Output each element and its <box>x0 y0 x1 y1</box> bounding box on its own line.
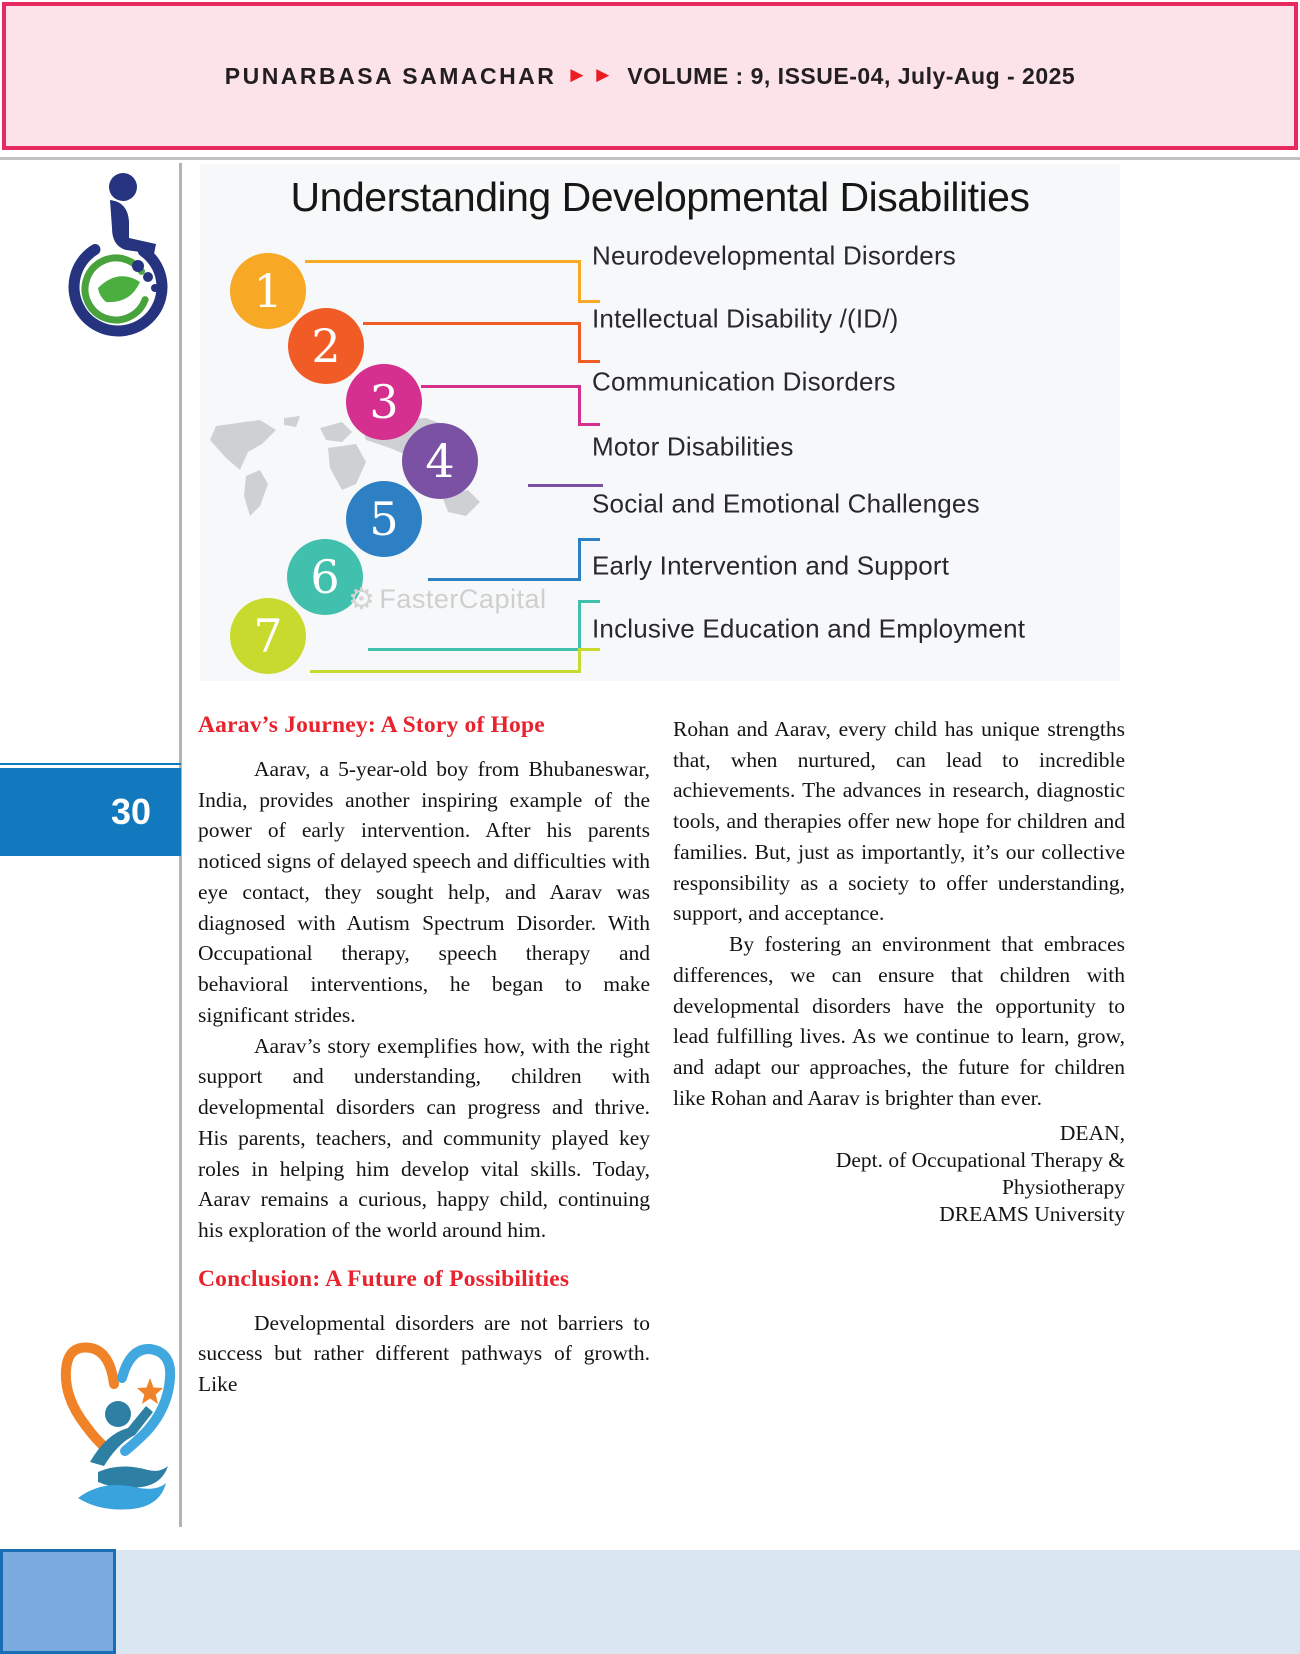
horizontal-divider <box>0 157 1300 160</box>
signature-line-university: DREAMS University <box>939 1201 1125 1226</box>
step-circle-6: 6 <box>287 539 363 615</box>
signature-line-dept: Dept. of Occupational Therapy & <box>835 1147 1125 1172</box>
connector-line <box>578 260 581 300</box>
article-column-right <box>673 714 1125 1228</box>
connector-line <box>578 538 581 578</box>
connector-line <box>421 385 581 388</box>
step-circle-5: 5 <box>346 481 422 557</box>
step-circle-1: 1 <box>230 253 306 329</box>
paragraph-conclusion-start: Developmental disorders are not barriers to success but rather different pathways of growth. Like <box>198 1310 650 1397</box>
step-circle-7: 7 <box>230 598 306 674</box>
step-label-1: Neurodevelopmental Disorders <box>592 240 957 271</box>
step-circle-2: 2 <box>288 308 364 384</box>
paragraph-aarav-2: Aarav’s story exemplifies how, with the right support and understanding, children with developmental disorders can progress and thrive. His parents, teachers, and community played key roles in helping him develop vital skills. Today, Aarav remains a curious, happy child, continuing his exploration of the world around him. <box>198 1033 650 1243</box>
connector-line <box>578 423 600 426</box>
connector-line <box>305 260 581 263</box>
step-label-6: Early Intervention and Support <box>592 550 950 581</box>
watermark <box>348 582 546 617</box>
infographic-panel <box>200 164 1120 681</box>
paragraph-conclusion-cont: Rohan and Aarav, every child has unique strengths that, when nurtured, can lead to incredible achievements. The advances in research, diagnostic tools, and therapies offer new hope for children and families. But, just as importantly, it’s our collective responsibility as a society to offer understanding, support, and acceptance. <box>673 717 1125 926</box>
connector-line <box>578 360 600 363</box>
connector-line <box>578 600 600 603</box>
step-label-7: Inclusive Education and Employment <box>592 613 1026 644</box>
paragraph-aarav-1: Aarav, a 5-year-old boy from Bhubaneswar, India, provides another inspiring example of the power of early intervention. After his parents noticed signs of delayed speech and difficulties with eye contact, they sought help, and Aarav was diagnosed with Autism Spectrum Disorder. With Occupational therapy, speech therapy and behavioral interventions, he began to make significant strides. <box>198 757 650 1027</box>
article-column-left <box>198 712 650 1400</box>
connector-line <box>368 648 581 651</box>
connector-line <box>578 648 581 670</box>
footer-band <box>0 1550 1300 1654</box>
footer-corner-square <box>0 1549 116 1654</box>
section-heading-aarav: Aarav’s Journey: A Story of Hope <box>198 712 545 738</box>
paragraph-fostering: By fostering an environment that embraces differences, we can ensure that children with developmental disorders have the opportunity to lead fulfilling lives. As we continue to learn, grow, and adapt our approaches, the future for children like Rohan and Aarav is brighter than ever. <box>673 932 1125 1110</box>
connector-line <box>578 385 581 423</box>
gear-icon: ⚙ <box>348 583 376 616</box>
connector-line <box>578 538 600 541</box>
watermark-text: FasterCapital <box>379 584 547 614</box>
signature-block <box>673 1120 1125 1228</box>
step-circle-3: 3 <box>346 364 422 440</box>
section-heading-conclusion: Conclusion: A Future of Possibilities <box>198 1265 570 1292</box>
step-label-2: Intellectual Disability /(ID/) <box>592 303 899 334</box>
signature-line-physio: Physiotherapy <box>1001 1174 1125 1199</box>
rehabilitation-wheelchair-logo <box>68 170 168 343</box>
connector-line <box>310 670 581 673</box>
connector-line <box>578 322 581 360</box>
page-number-accent-line <box>0 763 181 765</box>
wheelchair-logo-icon <box>68 170 168 338</box>
connector-line <box>578 648 600 651</box>
child-care-heart-logo <box>58 1322 178 1539</box>
page-number-badge: 30 <box>0 768 181 856</box>
heart-child-star-icon <box>58 1322 178 1534</box>
signature-line-dean: DEAN, <box>1059 1120 1125 1145</box>
connector-line <box>363 322 581 325</box>
step-label-5: Social and Emotional Challenges <box>592 488 980 519</box>
infographic-title: Understanding Developmental Disabilities <box>290 174 1030 220</box>
magazine-title: PUNARBASA SAMACHAR <box>224 62 557 89</box>
double-arrow-icon: ▶ ▶ <box>570 65 614 84</box>
connector-line <box>578 600 581 648</box>
step-label-3: Communication Disorders <box>592 366 896 397</box>
step-label-4: Motor Disabilities <box>592 431 794 462</box>
connector-line <box>428 578 581 581</box>
connector-line <box>528 484 603 487</box>
issue-banner <box>2 2 1298 150</box>
step-circle-4: 4 <box>402 423 478 499</box>
volume-issue-text: VOLUME : 9, ISSUE-04, July-Aug - 2025 <box>627 62 1076 89</box>
